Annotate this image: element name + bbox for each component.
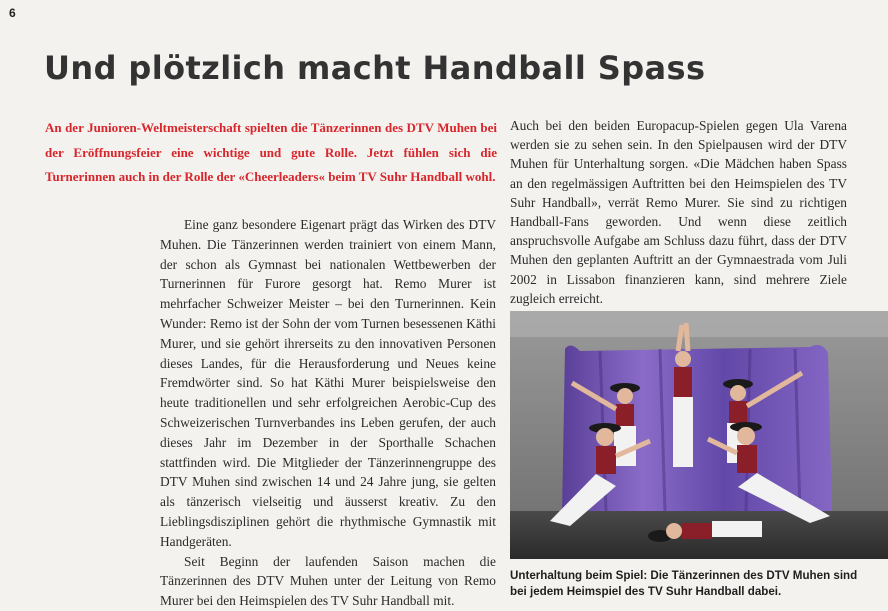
body-column-left xyxy=(160,215,496,611)
body-column-right: Auch bei den beiden Europacup-Spielen gegen Ula Varena werden sie zu sehen sein. In den Spielpausen wird der DTV Muhen für Unterhaltung sorgen. «Die Mädchen haben Spass an den regelmässigen Auftritten bei den Heimspielen des TV Suhr Handball», verrät Remo Murer. Sie sind zu richtigen Handball-Fans geworden. Und wenn diese zeitlich anspruchsvolle Aufgabe am Schluss dazu führt, dass der DTV Muhen den geplanten Auftritt an der Gymnaestrada vom Juli 2002 in Lissabon finanzieren kann, sind mehrere Ziele zugleich erreicht. xyxy=(510,118,847,306)
body-paragraph: Seit Beginn der laufenden Saison machen die Tänzerinnen des DTV Muhen unter der Leitung von Remo Murer bei den Heimspielen des TV Suhr Handball mit. xyxy=(160,553,496,609)
article-headline: Und plötzlich macht Handball Spass xyxy=(44,49,706,87)
article-lead: An der Junioren-Weltmeisterschaft spielten die Tänzerinnen des DTV Muhen bei der Eröffnungsfeier eine wichtige und gute Rolle. Jetzt fühlen sich die Turnerinnen auch in der Rolle der «Cheerleaders« beim TV Suhr Handball wohl. xyxy=(45,120,497,184)
dance-group-photo xyxy=(510,311,888,559)
photo-caption: Unterhaltung beim Spiel: Die Tänzerinnen des DTV Muhen sind bei jedem Heimspiel des TV Suhr Handball dabei. xyxy=(510,569,858,598)
body-paragraph: Eine ganz besondere Eigenart prägt das Wirken des DTV Muhen. Die Tänzerinnen werden trainiert von einem Mann, der schon als Gymnast bei nationalen Wettbewerben der Turnerinnen für Furore gesorgt hat. Remo Murer ist mehrfacher Schweizer Meister – bei den Turnerinnen. Kein Wunder: Remo ist der Sohn der vom Turnen besessenen Käthi Murer, und sie gehört ihrerseits zu den innovativen Personen dieses Landes, für die Herausforderung und Neues keine Fremdwörter sind. So hat Käthi Murer beispielsweise den heute traditionellen und sehr erfolgreichen Aerobic-Cup des Schweizerischen Turnverbandes ins Leben gerufen, der auch dieses Jahr im Dezember in der Sporthalle Schachen stattfinden wird. Die Mitglieder der Tänzerinnengruppe des DTV Muhen sind zwischen 14 und 24 Jahre jung, sie gelten als tänzerisch vielseitig und äusserst kreativ. Zu den Lieblingsdisziplinen gehört die rhythmische Gymnastik mit Handgeräten. xyxy=(160,217,496,549)
page-number: 6 xyxy=(9,6,16,20)
